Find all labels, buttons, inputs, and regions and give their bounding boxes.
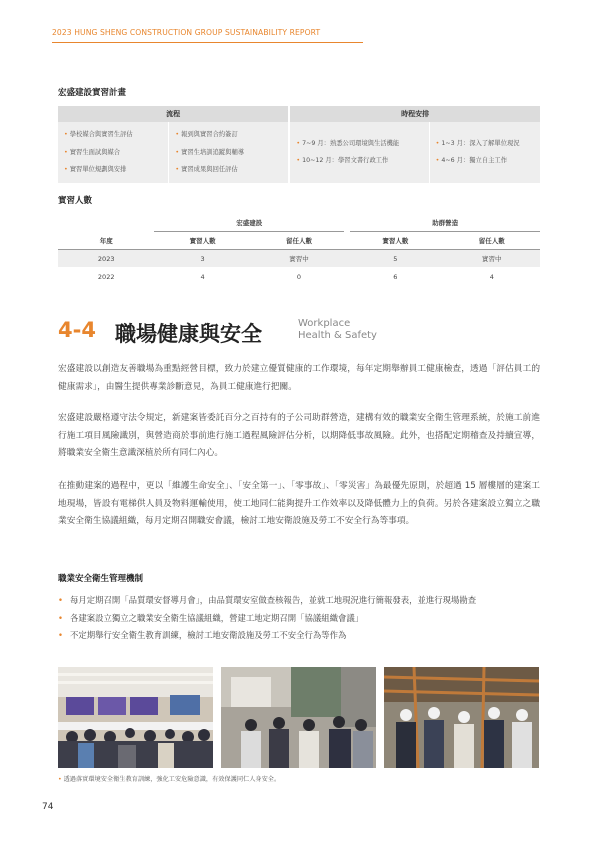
process-step: • 實習生培訓追蹤與輔導 xyxy=(175,144,288,162)
body-paragraph: 宏盛建設以創造友善職場為重點經營目標，致力於建立優質健康的工作環境，每年定期舉辦員工健康檢查，透過「評估員工的健康需求」，由醫生提供專業診斷意見，為員工健康進行把關。 xyxy=(58,364,540,392)
column-header: 留任人數 xyxy=(444,232,540,250)
table-cell: 4 xyxy=(489,272,494,281)
body-paragraph: 宏盛建設嚴格遵守法令規定，新建案皆委託百分之百持有的子公司助群營造，建構有效的職業安全衛生管理系統，於施工前進行施工項目風險識別，與營造商於事前進行施工過程風險評估分析，以期降低事故風險。此外，也搭配定期稽查及持續宣導，將職業安全衛生意識深植於所有同仁內心。 xyxy=(58,413,540,458)
mechanism-heading: 職業安全衛生管理機制 xyxy=(58,574,144,584)
column-header: 實習人數 xyxy=(347,232,443,250)
photo-caption: 透過落實環境安全衛生教育訓練，強化工安危險意識，有效保護同仁人身安全。 xyxy=(63,776,281,783)
section-title-en-line1: Workplace xyxy=(298,318,351,329)
training-seminar-photo xyxy=(58,667,213,768)
header-divider xyxy=(52,42,363,43)
report-title: 2023 HUNG SHENG CONSTRUCTION GROUP SUSTAINABILITY REPORT xyxy=(52,28,321,37)
table-cell: 實習中 xyxy=(251,250,347,268)
schedule-cell-2 xyxy=(429,122,540,183)
table-cell: 5 xyxy=(347,250,443,268)
site-briefing-photo xyxy=(221,667,376,768)
process-step: • 實習成果與回任評估 xyxy=(175,161,288,179)
schedule-item: • 7~9 月：熟悉公司環境與生活機能 xyxy=(296,135,428,153)
process-cell-2 xyxy=(169,122,290,183)
body-paragraph: 在推動建案的過程中，更以「維護生命安全」、「安全第一」、「零事故」、「零災害」為最優先原則，於超過 15 層樓層的建案工地現場，皆設有電梯供人員及物料運輸使用，使工地同仁能夠提升工作效率以及降低體力上的負荷。另於各建案設立獨立之職業安全衛生協議組織，每月定期召開職安會議，檢討工地安衛設施及勞工不安全行為等事項。 xyxy=(58,481,540,526)
schedule-column-header: 時程安排 xyxy=(289,106,540,122)
table-cell: 2023 xyxy=(58,250,154,268)
list-item: • 每月定期召開「品質環安督導月會」，由品質環安室做查核報告，並就工地現況進行簡報發表，並進行現場勘查 xyxy=(58,592,542,610)
process-column-header: 流程 xyxy=(58,106,289,122)
table-row xyxy=(58,268,540,286)
process-step: • 實習生面試與媒合 xyxy=(64,144,168,162)
process-step: • 報到與實習合約簽訂 xyxy=(175,126,288,144)
photo-caption-row xyxy=(58,774,280,783)
internship-plan-heading: 宏盛建設實習計畫 xyxy=(58,88,127,98)
intern-count-table xyxy=(58,214,540,285)
table-cell: 6 xyxy=(393,272,398,281)
process-step: • 實習單位規劃與安排 xyxy=(64,161,168,179)
section-title-en-line2: Health & Safety xyxy=(298,330,377,341)
site-inspection-photo xyxy=(384,667,539,768)
table-cell: 4 xyxy=(200,272,205,281)
schedule-item: • 1~3 月：深入了解單位現況 xyxy=(436,135,540,153)
column-header: 實習人數 xyxy=(154,232,250,250)
schedule-item: • 10~12 月：學習文書行政工作 xyxy=(296,152,428,170)
table-cell: 3 xyxy=(154,250,250,268)
mechanism-list xyxy=(58,592,542,645)
list-item: • 各建案設立獨立之職業安全衛生協議組織，營建工地定期召開「協議組織會議」 xyxy=(58,610,542,628)
table-row xyxy=(58,250,540,268)
list-item: • 不定期舉行安全衛生教育訓練，檢討工地安衛設施及勞工不安全行為等作為 xyxy=(58,627,542,645)
schedule-item: • 4~6 月：獨立自主工作 xyxy=(436,152,540,170)
group-header-zhuqun: 助群營造 xyxy=(347,214,540,232)
process-cell-1 xyxy=(58,122,169,183)
table-cell: 2022 xyxy=(97,272,115,281)
column-header: 年度 xyxy=(58,232,154,250)
group-header-hungsheng: 宏盛建設 xyxy=(154,214,347,232)
column-header: 留任人數 xyxy=(251,232,347,250)
schedule-cell-1 xyxy=(289,122,429,183)
process-step: • 學校媒合與實習生評估 xyxy=(64,126,168,144)
section-title: 職場健康與安全 xyxy=(115,322,262,346)
table-cell: 0 xyxy=(296,272,302,281)
intern-count-heading: 實習人數 xyxy=(58,196,93,206)
blank-header-cell xyxy=(58,214,154,232)
page-number: 74 xyxy=(42,802,54,812)
internship-plan-table xyxy=(58,106,540,183)
section-number: 4-4 xyxy=(58,318,96,342)
table-cell: 實習中 xyxy=(444,250,540,268)
caption-bullet-icon: • xyxy=(58,776,64,783)
